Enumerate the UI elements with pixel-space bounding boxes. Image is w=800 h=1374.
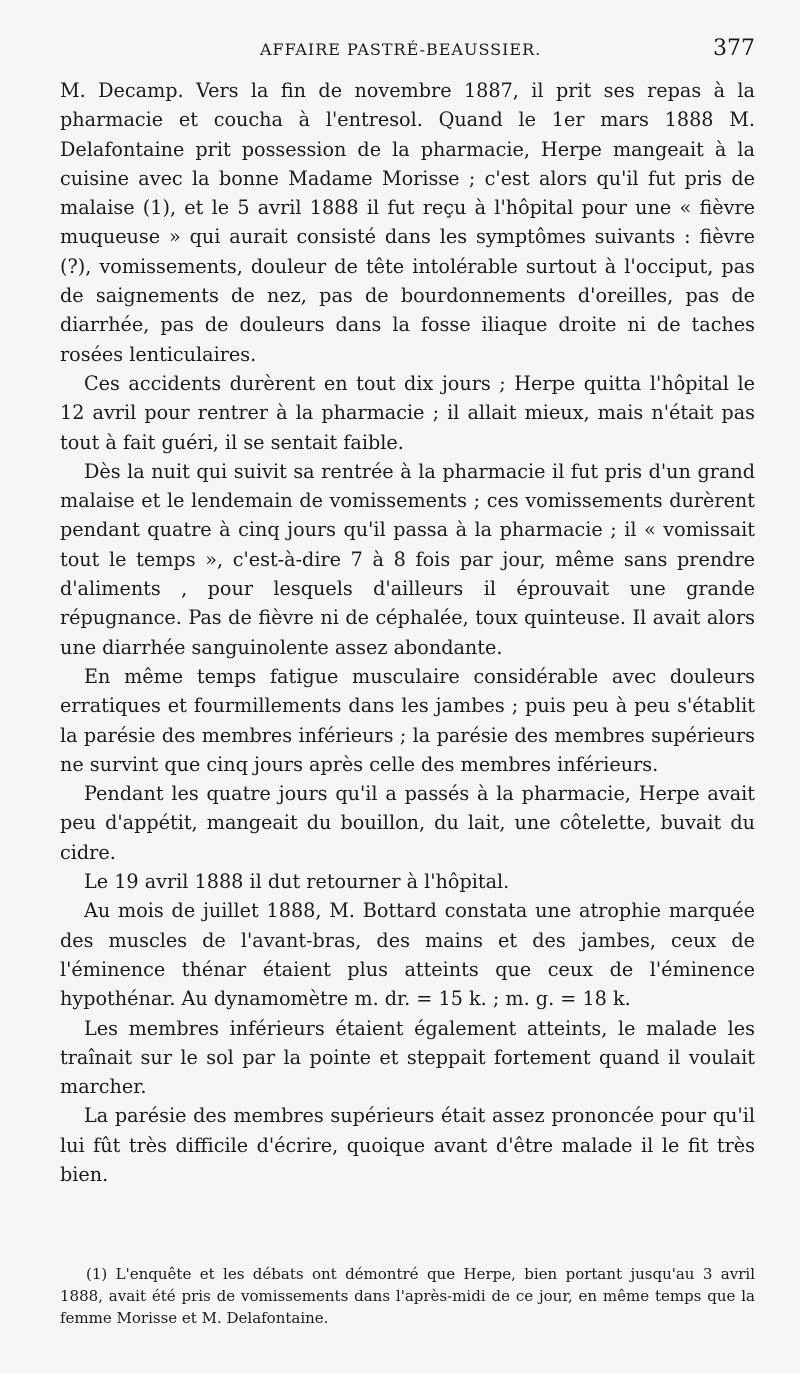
paragraph-7: Au mois de juillet 1888, M. Bottard constata une atrophie marquée des muscles de l'avant-bras, des mains et des jambes, ceux de l'éminence thénar étaient plus atteints que ceux de l'éminence hypothénar. Au dynamomètre m. dr. = 15 k. ; m. g. = 18 k.	[60, 899, 755, 1011]
paragraph-3: Dès la nuit qui suivit sa rentrée à la pharmacie il fut pris d'un grand malaise et le lendemain de vomissements ; ces vomissements durèrent pendant quatre à cinq jours qu'il passa à la pharmacie ; il « vomissait tout le temps », c'est-à-dire 7 à 8 fois par jour, même sans prendre d'aliments , pour lesquels d'ailleurs il éprouvait une grande répugnance. Pas de fièvre ni de céphalée, toux quinteuse. Il avait alors une diarrhée sanguinolente assez abondante.	[60, 459, 755, 659]
paragraph-2: Ces accidents durèrent en tout dix jours ; Herpe quitta l'hôpital le 12 avril pour rentrer à la pharmacie ; il allait mieux, mais n'était pas tout à fait guéri, il se sentait faible.	[60, 371, 755, 454]
running-title: AFFAIRE PASTRÉ-BEAUSSIER.	[260, 40, 542, 59]
body-text	[60, 76, 755, 1189]
running-head	[60, 36, 755, 66]
paragraph-5: Pendant les quatre jours qu'il a passés à la pharmacie, Herpe avait peu d'appétit, mangeait du bouillon, du lait, une côtelette, buvait du cidre.	[60, 782, 755, 864]
paragraph-4: En même temps fatigue musculaire considérable avec douleurs erratiques et fourmillements dans les jambes ; puis peu à peu s'établit la parésie des membres inférieurs ; la parésie des membres supérieurs ne survint que cinq jours après celle des membres inférieurs.	[60, 664, 755, 776]
footnote: (1) L'enquête et les débats ont démontré que Herpe, bien portant jusqu'au 3 avril 1888, avait été pris de vomissements dans l'après-midi de ce jour, en même temps que la femme Morisse et M. Delafontaine.	[60, 1265, 755, 1327]
paragraph-6: Le 19 avril 1888 il dut retourner à l'hôpital.	[84, 870, 510, 894]
paragraph-8: Les membres inférieurs étaient également atteints, le malade les traînait sur le sol par la pointe et steppait fortement quand il voulait marcher.	[60, 1016, 755, 1099]
paragraph-1: M. Decamp. Vers la fin de novembre 1887, il prit ses repas à la pharmacie et coucha à l'entresol. Quand le 1er mars 1888 M. Delafontaine prit possession de la pharmacie, Herpe mangeait à la cuisine avec la bonne Madame Morisse ; c'est alors qu'il fut pris de malaise (1), et le 5 avril 1888 il fut reçu à l'hôpital pour une « fièvre muqueuse » qui aurait consisté dans les symptômes suivants : fièvre (?), vomissements, douleur de tête intolérable surtout à l'occiput, pas de saignements de nez, pas de bourdonnements d'oreilles, pas de diarrhée, pas de douleurs dans la fosse iliaque droite ni de taches rosées lenticulaires.	[60, 79, 755, 366]
page-number: 377	[713, 36, 755, 61]
paragraph-9: La parésie des membres supérieurs était assez prononcée pour qu'il lui fût très difficile d'écrire, quoique avant d'être malade il le fit très bien.	[60, 1104, 755, 1186]
